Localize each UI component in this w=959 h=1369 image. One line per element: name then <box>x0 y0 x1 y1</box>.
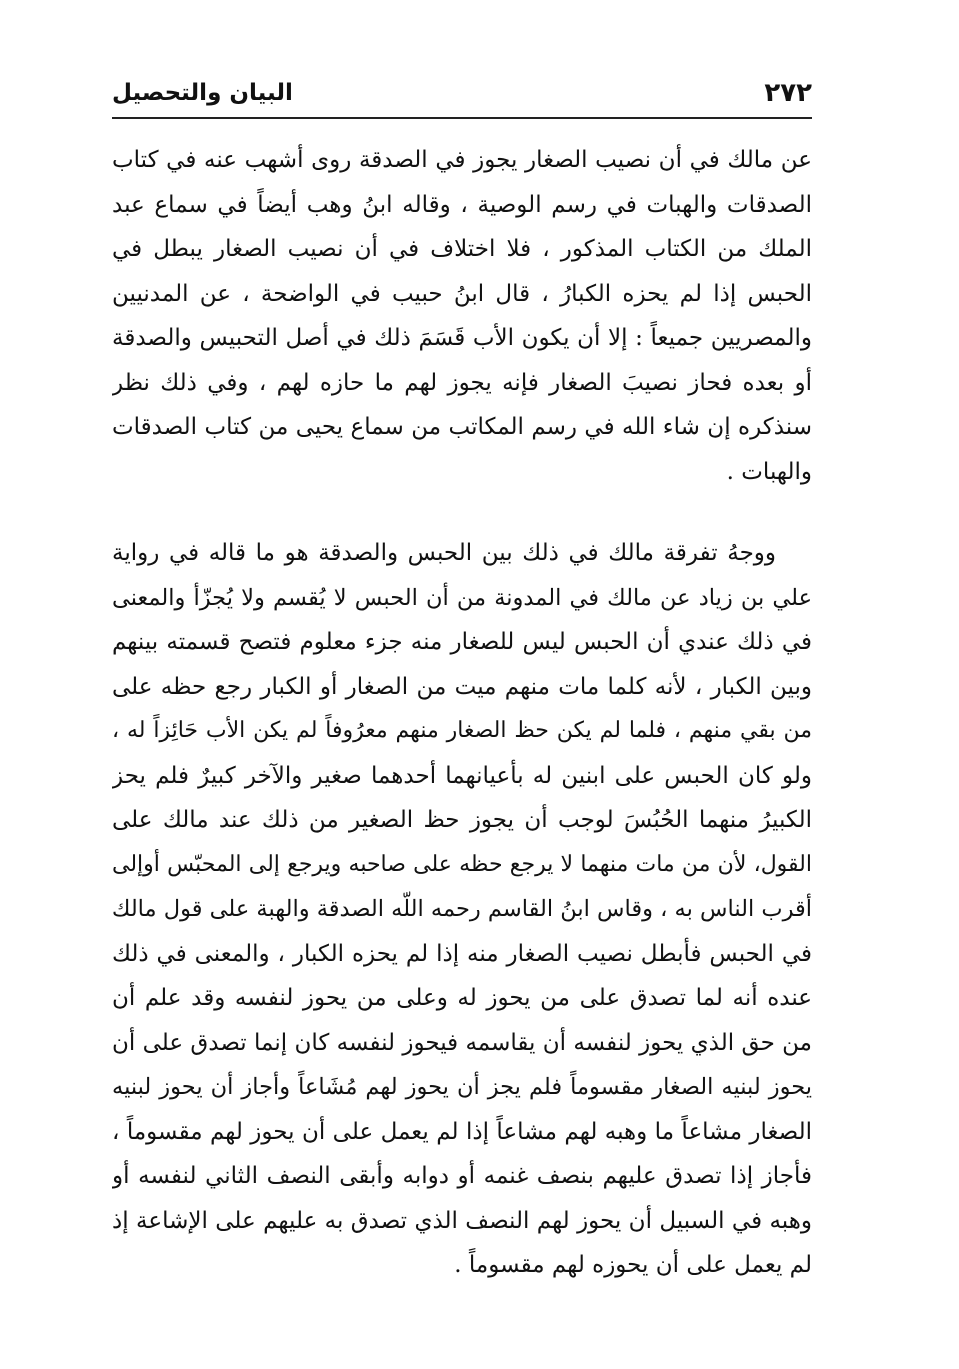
paragraph-1 <box>112 138 812 494</box>
text-line: الحبس إذا لم يحزه الكبارُ ، قال ابنُ حبيب في الواضحة ، عن المدنيين <box>112 280 812 307</box>
paragraph-2 <box>112 531 812 1288</box>
text-line: سنذكره إن شاء الله في رسم المكاتب من سماع يحيى من كتاب الصدقات <box>112 414 812 440</box>
text-line: لم يعمل على أن يحوزه لهم مقسوماً . <box>454 1252 812 1278</box>
text-line: القول، لأن من مات منهما لا يرجع حظه على صاحبه ويرجع إلى المحبّس أوإلى <box>112 851 812 877</box>
header-divider <box>112 117 812 119</box>
text-line: في ذلك عندي أن الحبس ليس للصغار منه جزء معلوم فتصح قسمته بينهم <box>112 629 812 655</box>
page-header <box>112 74 812 110</box>
text-line: وبين الكبار ، لأنه كلما مات منهم ميت من الصغار أو الكبار رجع حظه على <box>112 673 812 700</box>
text-line: من بقي منهم ، فلما لم يكن حظ الصغار منهم معرُوفاً لم يكن الأب حَائِزاً له ، <box>112 718 812 743</box>
page-number: ٢٧٢ <box>764 78 812 108</box>
text-line: عن مالك في أن نصيب الصغار يجوز في الصدقة روى أشهب عنه في كتاب <box>112 147 812 173</box>
text-line: الكبيرُ منهما الحُبُسَ لوجب أن يجوز حظ الصغير من ذلك عند مالك على <box>112 807 812 833</box>
text-line: والهبات . <box>726 458 812 485</box>
text-line: أو بعده فحاز نصيبَ الصغار فإنه يجوز لهم ما حازه لهم ، وفي ذلك نظر <box>112 369 812 396</box>
text-line: في الحبس فأبطل نصيب الصغار منه إذا لم يحزه الكبار ، والمعنى في ذلك <box>112 940 812 967</box>
text-line: يحوز لبنيه الصغار مقسوماً فلم يجز أن يحوز لهم مُشَاعاً وأجاز أن يحوز لبنيه <box>112 1074 812 1100</box>
text-line: الصغار مشاعاً ما وهبه لهم مشاعاً إذا لم يعمل على أن يحوز لهم مقسوماً ، <box>112 1118 812 1145</box>
text-line: أقرب الناس به ، وقاس ابنُ القاسم رحمه اللّه الصدقة والهبة على قول مالك <box>112 896 812 922</box>
text-line: عنده أنه لما تصدق على من يحوز له وعلى من يحوز لنفسه وقد علم أن <box>112 985 812 1011</box>
paragraph-gap <box>112 494 812 531</box>
text-line: علي بن زياد عن مالك في المدونة من أن الحبس لا يُقسم ولا يُجزّأ والمعنى <box>112 584 812 611</box>
text-line: من حق الذي يحوز لنفسه أن يقاسمه فيحوز لنفسه كان إنما تصدق على أن <box>112 1029 812 1056</box>
text-line: الصدقات والهبات في رسم الوصية ، وقاله ابنُ وهب أيضاً في سماع عبد <box>112 191 812 218</box>
body-text <box>112 138 812 1288</box>
running-title: البيان والتحصيل <box>112 80 293 106</box>
text-line: ووجهُ تفرقة مالك في ذلك بين الحبس والصدقة هو ما قاله في رواية <box>112 540 776 566</box>
text-line: الملك من الكتاب المذكور ، فلا اختلاف في أن نصيب الصغار يبطل في <box>112 236 812 262</box>
text-line: فأجاز إذا تصدق عليهم بنصف غنمه أو دوابه وأبقى النصف الثاني لنفسه أو <box>112 1163 812 1189</box>
text-line: وهبه في السبيل أن يحوز لهم النصف الذي تصدق به عليهم على الإشاعة إذ <box>112 1207 812 1234</box>
text-line: ولو كان الحبس على ابنين له بأعيانهما أحدهما صغير والآخر كبيرٌ فلم يحز <box>112 762 812 789</box>
text-line: والمصريين جميعاً : إلا أن يكون الأب قَسَمَ ذلك في أصل التحبيس والصدقة <box>112 325 812 351</box>
